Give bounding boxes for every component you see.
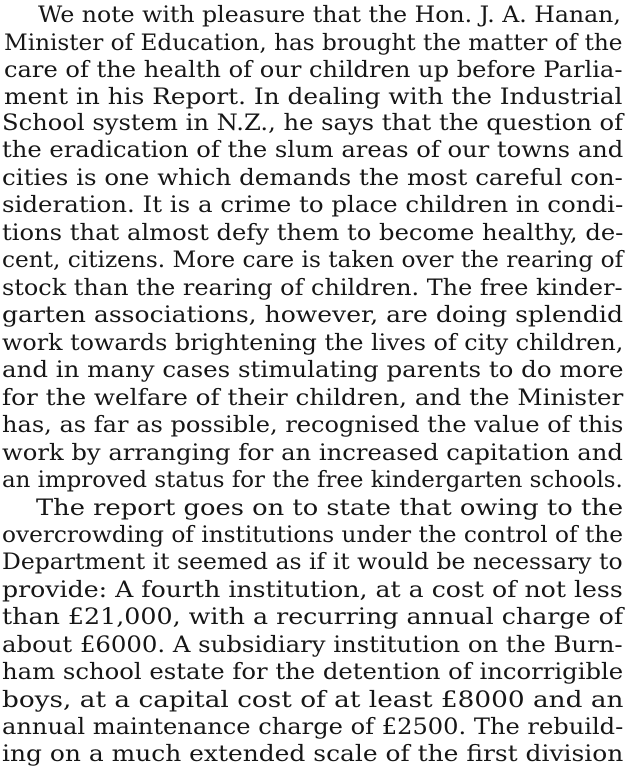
text-line: cent, citizens. More care is taken over the rearing of (2, 247, 624, 273)
text-line: Minister of Education, has brought the matter of the (4, 30, 623, 56)
text-line: tions that almost defy them to become healthy, de- (2, 220, 624, 246)
text-line: stock than the rearing of children. The free kinder- (2, 275, 623, 301)
text-line: the eradication of the slum areas of our towns and (2, 137, 624, 163)
text-line: about £6000. A subsidiary institution on the Burn- (2, 632, 623, 658)
text-line: We note with pleasure that the Hon. J. A. Hanan, (38, 2, 621, 28)
text-line: an improved status for the free kindergarten schools. (2, 467, 623, 493)
text-line: work by arranging for an increased capitation and (2, 440, 623, 466)
text-line: ham school estate for the detention of incorrigible (2, 659, 624, 685)
text-line: overcrowding of institutions under the control of the (2, 522, 623, 548)
text-line: garten associations, however, are doing splendid (2, 302, 623, 328)
text-line: sideration. It is a crime to place children in condi- (2, 192, 624, 218)
text-line: than £21,000, with a recurring annual charge of (2, 604, 624, 630)
text-line: boys, at a capital cost of at least £8000 and an (2, 687, 624, 713)
text-line: and in many cases stimulating parents to do more (2, 357, 624, 383)
text-line: annual maintenance charge of £2500. The rebuild- (2, 714, 624, 740)
text-line: Department it seemed as if it would be necessary to (2, 549, 623, 575)
text-line: for the welfare of their children, and the Minister (2, 385, 624, 411)
text-line: The report goes on to state that owing to the (36, 495, 624, 521)
text-line: provide: A fourth institution, at a cost of not less (2, 577, 623, 603)
text-line: School system in N.Z., he says that the question of (2, 110, 624, 136)
text-line: work towards brightening the lives of city children, (2, 330, 624, 356)
text-line: ment in his Report. In dealing with the Industrial (4, 84, 623, 110)
text-line: has, as far as possible, recognised the value of this (2, 412, 624, 438)
text-line: cities is one which demands the most careful con- (2, 165, 623, 191)
text-line: ing on a much extended scale of the first division (2, 741, 624, 767)
text-line: care of the health of our children up before Parlia- (4, 57, 623, 83)
